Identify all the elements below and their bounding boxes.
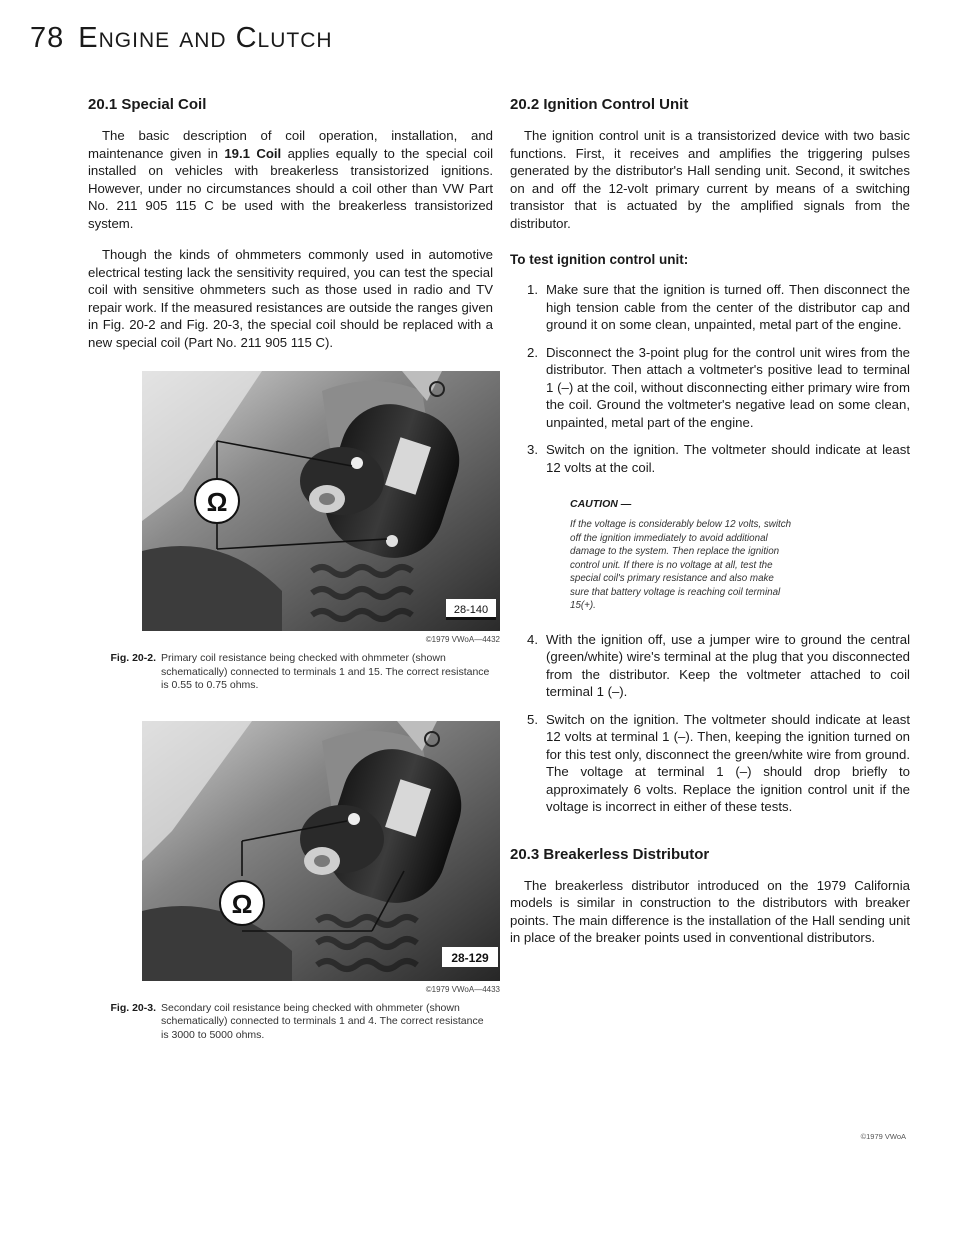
- figure-label: Fig. 20-2.: [110, 652, 156, 664]
- figure-caption-text: Secondary coil resistance being checked with ohmmeter (shown schematically) connected to terminals 1 and 4. The correct resistance is 3000 to 5000 ohms.: [161, 1001, 484, 1041]
- test-steps-list: [510, 281, 910, 476]
- caution-text: If the voltage is considerably below 12 volts, switch off the ignition immediately to avoid additional damage to the system. Then replace the ignition control unit. If there is no voltage at all, test the special coil's primary resistance and also make sure that battery voltage is reaching coil terminal 15(+).: [570, 519, 792, 611]
- step-number: 5.: [527, 711, 538, 727]
- page-number: 78: [30, 22, 65, 54]
- paragraph-ohmmeter: Though the kinds of ohmmeters commonly used in automotive electrical testing lack the sensitivity required, you can test the special coil with sensitive ohmmeters such as those used in radio and TV repair work. If the measured resistances are outside the ranges given in Fig. 20-2 and Fig. 20-3, the special coil should be replaced with a new special coil (Part No. 211 905 115 C).: [88, 247, 493, 350]
- figure-20-2: [88, 371, 500, 693]
- section-heading-breakerless-distributor: 20.3 Breakerless Distributor: [510, 845, 710, 863]
- list-item: [510, 711, 910, 816]
- step-number: 2.: [527, 344, 538, 360]
- figure-tag: 28-140: [453, 604, 489, 616]
- paragraph-text: The basic description of coil operation, installation, and maintenance given in: [88, 128, 493, 161]
- ohmmeter-symbol: Ω: [231, 888, 253, 919]
- list-item: [510, 344, 910, 432]
- left-column: [88, 96, 500, 1042]
- subheading-test-procedure: To test ignition control unit:: [510, 252, 689, 267]
- list-item: [510, 631, 910, 701]
- paragraph-distributor: The breakerless distributor introduced on the 1979 California models is similar in construction to the distributors with breaker points. The main difference is the installation of the Hall sending unit in place of the breaker points used in conventional distributors.: [510, 877, 910, 945]
- header-title-ngine: NGINE: [98, 29, 171, 52]
- step-number: 4.: [527, 631, 538, 647]
- photo-credit: ©1979 VWoA—4433: [425, 984, 500, 994]
- list-item: [510, 441, 910, 476]
- page-header: [30, 22, 333, 55]
- figure-20-3: [88, 721, 500, 1043]
- paragraph-coil-description: [88, 127, 493, 232]
- footer-credit: ©1979 VWoA: [860, 1132, 906, 1141]
- figure-tag: 28-129: [451, 950, 489, 965]
- step-text: Disconnect the 3-point plug for the control unit wires from the distributor. Then attach a voltmeter's positive lead to terminal 1 (–) at the coil, without disconnecting either primary wire from the coil. Ground the voltmeter's negative lead on some clean, unpainted, metal part of the engine.: [546, 344, 910, 430]
- section-heading-ignition-control-unit: 20.2 Ignition Control Unit: [510, 96, 689, 113]
- caution-heading: CAUTION —: [570, 498, 632, 510]
- figure-photo-primary-coil: [142, 371, 500, 631]
- step-text: Make sure that the ignition is turned off. Then disconnect the high tension cable from the center of the distributor cap and ground it on some clean, unpainted, metal part of the engine.: [546, 282, 910, 332]
- section-heading-special-coil: 20.1 Special Coil: [88, 96, 207, 113]
- paragraph-control-unit: The ignition control unit is a transistorized device with two basic functions. First, it receives and amplifies the triggering pulses generated by the distributor's Hall sending unit. Second, it switches on and off the 12-volt primary current by means of a switching transistor that is actuated by the amplified signals from the distributor.: [510, 128, 910, 231]
- photo-credit: ©1979 VWoA—4432: [425, 635, 500, 644]
- coil-photo-illustration: [142, 371, 500, 631]
- figure-caption: [88, 652, 493, 693]
- figure-caption: [88, 1002, 493, 1043]
- step-text: Switch on the ignition. The voltmeter should indicate at least 12 volts at terminal 1 (–). Then, keeping the ignition turned on for this test only, disconnect the green/white wire from ground. The voltage at terminal 1 (–) should drop briefly to approximately 6 volts. Replace the ignition control unit if the voltage is incorrect in either of these tests.: [546, 711, 910, 814]
- figure-photo-secondary-coil: [142, 721, 500, 981]
- step-number: 1.: [527, 282, 538, 297]
- figure-label: Fig. 20-3.: [110, 1001, 156, 1014]
- cross-reference: 19.1 Coil: [224, 145, 282, 161]
- list-item: [510, 281, 910, 334]
- right-column: [510, 96, 910, 961]
- figure-caption-text: Primary coil resistance being checked with ohmmeter (shown schematically) connected to terminals 1 and 15. The correct resistance is 0.55 to 0.75 ohms.: [161, 652, 490, 691]
- header-title-c: C: [235, 22, 258, 54]
- ohmmeter-symbol: Ω: [206, 487, 228, 517]
- header-title-e: E: [78, 22, 99, 54]
- step-text: Switch on the ignition. The voltmeter should indicate at least 12 volts at the coil.: [546, 442, 910, 475]
- step-text: With the ignition off, use a jumper wire to ground the central (green/white) wire's terminal at the plug that you disconnected from the distributor. Keep the voltmeter attached to coil terminal 1 (–).: [546, 631, 910, 699]
- paragraph-text: applies equally to the special coil installed on vehicles with breakerless transistorized ignitions. However, under no circumstances should a coil other than VW Part No. 211 905 115 C be used with the breakerless transistorized system.: [88, 145, 493, 231]
- caution-box: [570, 498, 795, 613]
- coil-photo-illustration: [142, 721, 500, 981]
- header-title-lutch: LUTCH: [257, 29, 333, 52]
- header-title-and: AND: [179, 29, 227, 52]
- step-number: 3.: [527, 442, 538, 457]
- test-steps-list: [510, 631, 910, 816]
